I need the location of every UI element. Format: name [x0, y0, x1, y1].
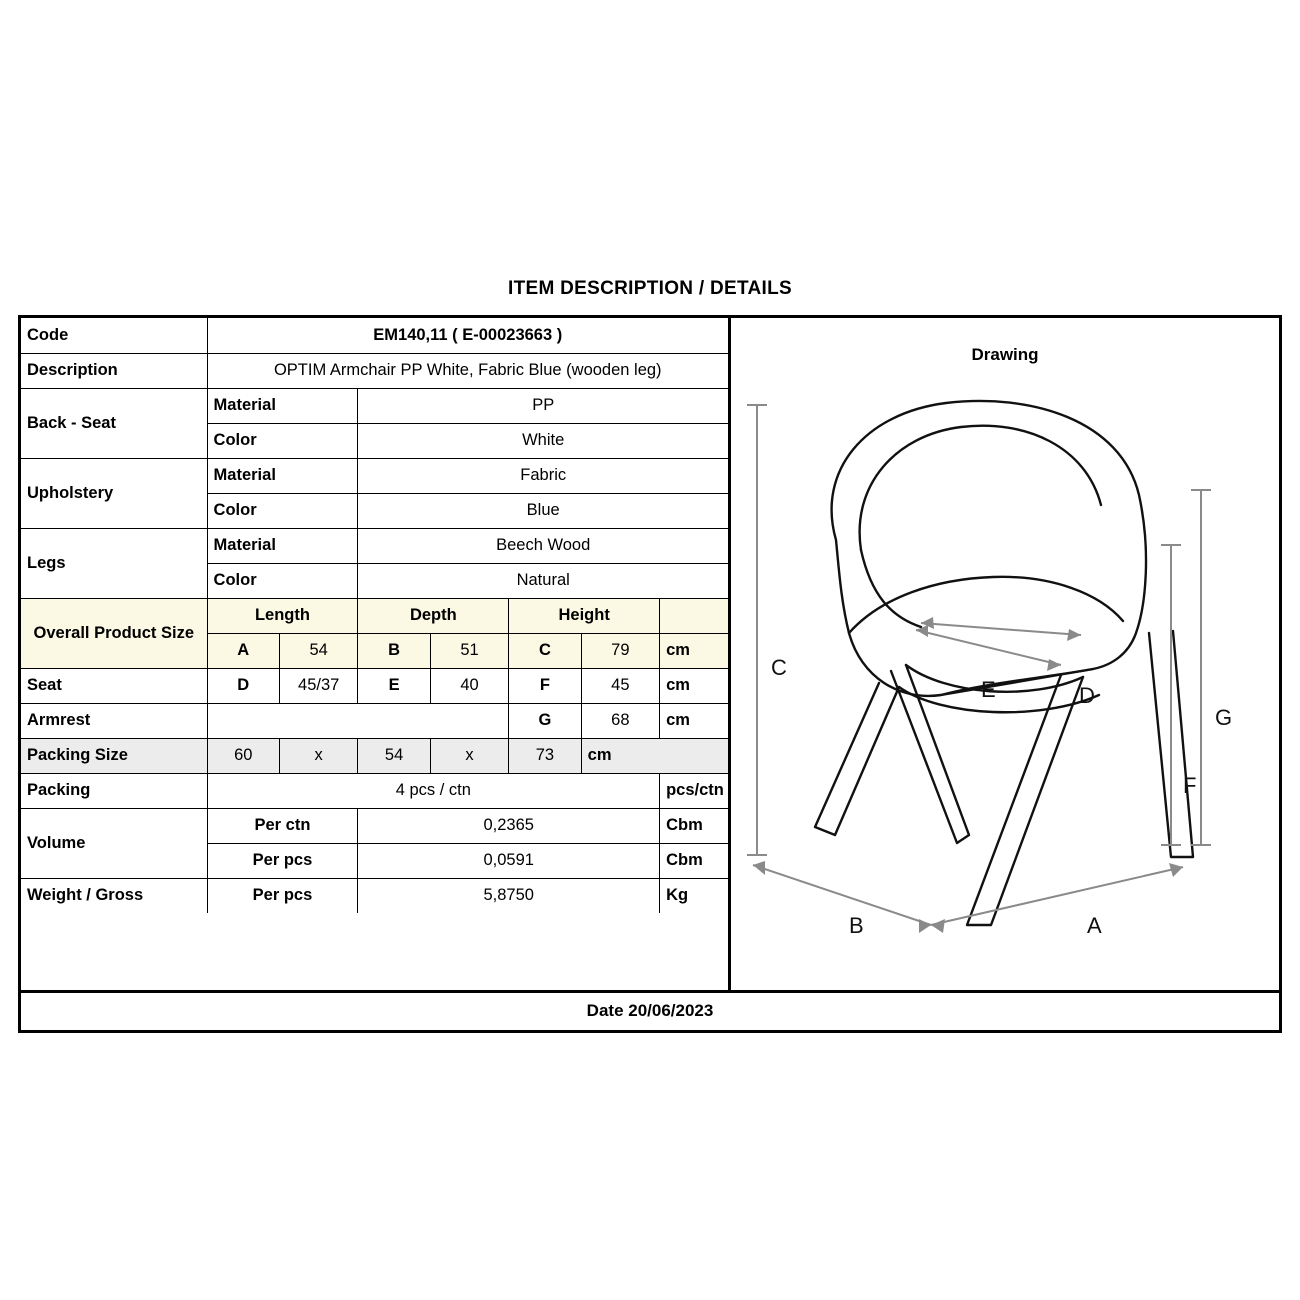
volume-per-pcs-label: Per pcs	[207, 843, 358, 878]
volume-per-pcs-unit: Cbm	[660, 843, 728, 878]
legs-material-value: Beech Wood	[358, 528, 728, 563]
packing-size-label: Packing Size	[21, 738, 207, 773]
dimension-label-e: E	[981, 677, 996, 702]
table-row-legs-material	[21, 528, 728, 563]
packing-size-x1: x	[279, 738, 357, 773]
drawing-column	[731, 318, 1279, 990]
volume-per-ctn-label: Per ctn	[207, 808, 358, 843]
overall-length-key: A	[207, 633, 279, 668]
dimension-label-a: A	[1087, 913, 1102, 938]
dimension-label-b: B	[849, 913, 864, 938]
spec-table	[21, 318, 728, 913]
overall-depth-value: 51	[430, 633, 508, 668]
back-seat-material-value: PP	[358, 388, 728, 423]
packing-size-x2: x	[430, 738, 508, 773]
unit-header-spacer	[660, 598, 728, 633]
back-seat-color-value: White	[358, 423, 728, 458]
table-row-back-seat-material	[21, 388, 728, 423]
weight-unit: Kg	[660, 878, 728, 913]
upholstery-label: Upholstery	[21, 458, 207, 528]
armrest-blank	[207, 703, 509, 738]
armrest-label: Armrest	[21, 703, 207, 738]
spec-table-column	[21, 318, 731, 990]
weight-per-pcs-label: Per pcs	[207, 878, 358, 913]
weight-label: Weight / Gross	[21, 878, 207, 913]
armrest-height-value: 68	[581, 703, 659, 738]
page-title: ITEM DESCRIPTION / DETAILS	[507, 278, 792, 299]
legs-color-value: Natural	[358, 563, 728, 598]
packing-value: 4 pcs / ctn	[207, 773, 660, 808]
seat-length-value: 45/37	[279, 668, 357, 703]
dimension-label-c: C	[771, 655, 787, 680]
volume-per-ctn-value: 0,2365	[358, 808, 660, 843]
seat-depth-value: 40	[430, 668, 508, 703]
seat-unit: cm	[660, 668, 728, 703]
upholstery-material-value: Fabric	[358, 458, 728, 493]
dimension-label-f: F	[1183, 773, 1197, 798]
drawing-title: Drawing	[971, 345, 1039, 364]
upholstery-material-label: Material	[207, 458, 358, 493]
seat-depth-key: E	[358, 668, 430, 703]
upholstery-color-value: Blue	[358, 493, 728, 528]
height-header: Height	[509, 598, 660, 633]
dimension-label-g: G	[1215, 705, 1233, 730]
chair-drawing	[731, 365, 1276, 990]
seat-height-value: 45	[581, 668, 659, 703]
spec-container	[18, 315, 1282, 1033]
table-row-packing-size	[21, 738, 728, 773]
legs-label: Legs	[21, 528, 207, 598]
volume-per-pcs-value: 0,0591	[358, 843, 660, 878]
spec-body	[21, 318, 1279, 990]
table-row-description	[21, 353, 728, 388]
table-row-volume-per-ctn	[21, 808, 728, 843]
overall-size-label: Overall Product Size	[21, 598, 207, 668]
packing-unit: pcs/ctn	[660, 773, 728, 808]
overall-length-value: 54	[279, 633, 357, 668]
legs-color-label: Color	[207, 563, 358, 598]
back-seat-material-label: Material	[207, 388, 358, 423]
table-row-armrest	[21, 703, 728, 738]
overall-depth-key: B	[358, 633, 430, 668]
back-seat-color-label: Color	[207, 423, 358, 458]
overall-height-key: C	[509, 633, 581, 668]
length-header: Length	[207, 598, 358, 633]
table-row-seat	[21, 668, 728, 703]
seat-label: Seat	[21, 668, 207, 703]
packing-size-width: 54	[358, 738, 430, 773]
table-row-size-headers	[21, 598, 728, 633]
description-value: OPTIM Armchair PP White, Fabric Blue (wooden leg)	[207, 353, 728, 388]
table-row-weight	[21, 878, 728, 913]
date-footer: Date 20/06/2023	[21, 990, 1279, 1030]
table-row-packing	[21, 773, 728, 808]
packing-size-unit: cm	[581, 738, 728, 773]
depth-header: Depth	[358, 598, 509, 633]
code-value: EM140,11 ( E-00023663 )	[207, 318, 728, 353]
seat-length-key: D	[207, 668, 279, 703]
table-row-upholstery-material	[21, 458, 728, 493]
seat-height-key: F	[509, 668, 581, 703]
back-seat-label: Back - Seat	[21, 388, 207, 458]
description-label: Description	[21, 353, 207, 388]
packing-size-height: 73	[509, 738, 581, 773]
upholstery-color-label: Color	[207, 493, 358, 528]
legs-material-label: Material	[207, 528, 358, 563]
volume-label: Volume	[21, 808, 207, 878]
overall-unit: cm	[660, 633, 728, 668]
volume-per-ctn-unit: Cbm	[660, 808, 728, 843]
packing-label: Packing	[21, 773, 207, 808]
weight-per-pcs-value: 5,8750	[358, 878, 660, 913]
overall-height-value: 79	[581, 633, 659, 668]
table-row-code	[21, 318, 728, 353]
packing-size-length: 60	[207, 738, 279, 773]
armrest-unit: cm	[660, 703, 728, 738]
dimension-label-d: D	[1079, 683, 1095, 708]
code-label: Code	[21, 318, 207, 353]
armrest-height-key: G	[509, 703, 581, 738]
